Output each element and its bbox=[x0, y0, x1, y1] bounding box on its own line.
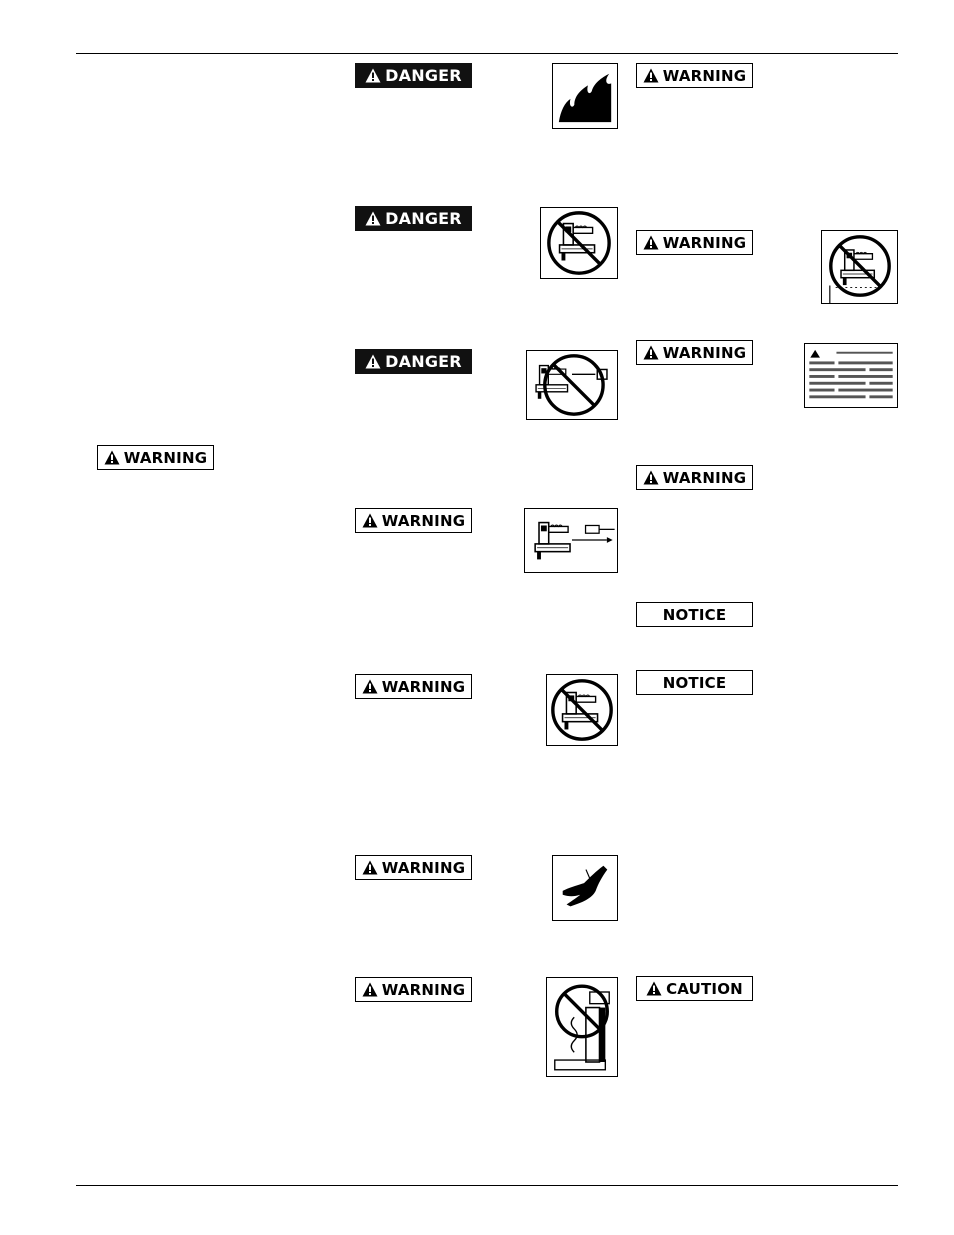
warning-label: WARNING bbox=[355, 855, 472, 880]
alert-triangle-icon bbox=[643, 470, 659, 485]
warning-label: WARNING bbox=[355, 674, 472, 699]
bottom-rule bbox=[76, 1185, 898, 1186]
danger-label: DANGER bbox=[355, 349, 472, 374]
danger-label: DANGER bbox=[355, 63, 472, 88]
warning-label: WARNING bbox=[636, 465, 753, 490]
no-tool-on-hand-icon bbox=[540, 207, 618, 279]
alert-triangle-icon bbox=[365, 68, 381, 83]
no-overhead-nailing-icon bbox=[821, 230, 898, 304]
warning-label: WARNING bbox=[97, 445, 214, 470]
danger-label: DANGER bbox=[355, 206, 472, 231]
disconnect-air-icon bbox=[524, 508, 618, 573]
top-rule bbox=[76, 53, 898, 54]
no-connected-air-icon bbox=[526, 350, 618, 420]
alert-triangle-icon bbox=[104, 450, 120, 465]
alert-triangle-icon bbox=[643, 235, 659, 250]
warning-label: WARNING bbox=[636, 340, 753, 365]
alert-triangle-icon bbox=[365, 354, 381, 369]
fire-icon bbox=[552, 63, 618, 129]
alert-triangle-icon bbox=[362, 679, 378, 694]
no-finger-on-trigger-icon bbox=[546, 674, 618, 746]
alert-triangle-icon bbox=[365, 211, 381, 226]
alert-triangle-icon bbox=[643, 345, 659, 360]
no-carry-by-hose-icon bbox=[546, 977, 618, 1077]
notice-label: NOTICE bbox=[636, 602, 753, 627]
alert-triangle-icon bbox=[646, 981, 662, 996]
alert-triangle-icon bbox=[643, 68, 659, 83]
notice-label: NOTICE bbox=[636, 670, 753, 695]
alert-triangle-icon bbox=[362, 860, 378, 875]
warning-label-icon bbox=[804, 343, 898, 408]
warning-label: WARNING bbox=[355, 977, 472, 1002]
caution-label: CAUTION bbox=[636, 976, 753, 1001]
alert-triangle-icon bbox=[362, 513, 378, 528]
hand-injury-icon bbox=[552, 855, 618, 921]
warning-label: WARNING bbox=[355, 508, 472, 533]
warning-label: WARNING bbox=[636, 63, 753, 88]
alert-triangle-icon bbox=[362, 982, 378, 997]
warning-label: WARNING bbox=[636, 230, 753, 255]
